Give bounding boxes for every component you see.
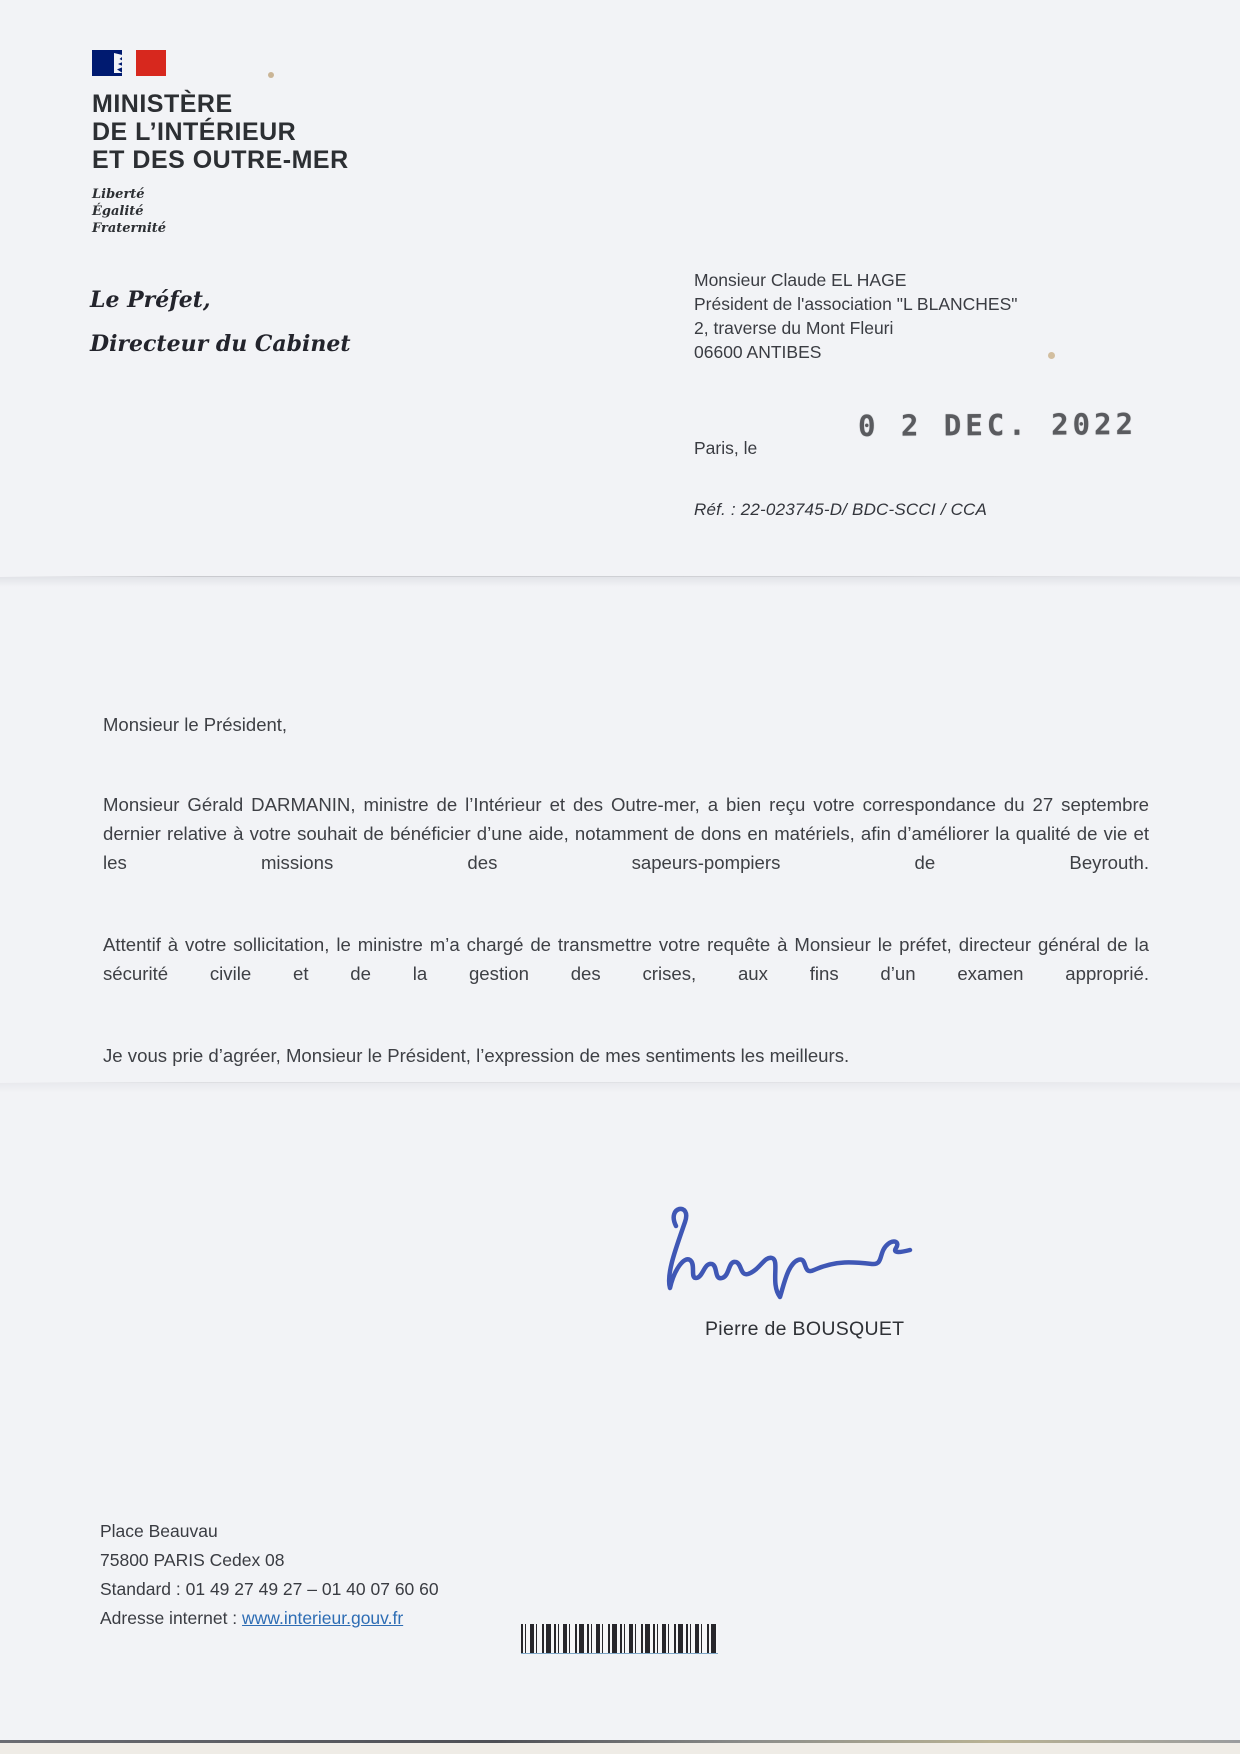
handwritten-signature: [640, 1200, 930, 1300]
ministry-line-1: MINISTÈRE: [92, 90, 233, 118]
sender-title-line2: Directeur du Cabinet: [90, 331, 351, 357]
ministry-name: [92, 90, 349, 174]
footer-address-line2: 75800 PARIS Cedex 08: [100, 1550, 285, 1570]
salutation: Monsieur le Président,: [103, 714, 288, 735]
recipient-address: [694, 268, 1017, 364]
place-and-date-line: Paris, le: [694, 438, 758, 458]
signatory-name: Pierre de BOUSQUET: [705, 1318, 905, 1340]
recipient-role: Président de l'association "L BLANCHES": [694, 294, 1018, 314]
footer-internet-label: Adresse internet :: [100, 1608, 243, 1628]
ministry-website-link[interactable]: www.interieur.gouv.fr: [242, 1608, 404, 1628]
ministry-letterhead: [92, 50, 349, 237]
footer-phone-line: Standard : 01 49 27 49 27 – 01 40 07 60 60: [100, 1579, 439, 1599]
republic-motto: Liberté Égalité Fraternité: [92, 187, 167, 236]
ministry-line-2: DE L’INTÉRIEUR: [92, 118, 297, 146]
letter-body: [103, 790, 1149, 1123]
barcode: [521, 1624, 718, 1654]
fold-crease-top: [0, 576, 1240, 590]
french-flag-marianne-icon: [92, 50, 166, 76]
footer-internet-line: [100, 1604, 439, 1633]
body-paragraph-1: Monsieur Gérald DARMANIN, ministre de l’Intérieur et des Outre-mer, a bien reçu votre correspondance du 27 septembre dernier relative à votre souhait de bénéficier d’une aide, notamment de dons en matériels, afin d’améliorer la qualité de vie et les missions des sapeurs-pompiers de Beyrouth.: [103, 794, 1149, 873]
sender-title: [90, 278, 351, 366]
footer-contact: [100, 1517, 439, 1633]
reference-number: Réf. : 22-023745-D/ BDC-SCCI / CCA: [694, 500, 988, 519]
recipient-street: 2, traverse du Mont Fleuri: [694, 318, 894, 338]
body-paragraph-3: Je vous prie d’agréer, Monsieur le Président, l’expression de mes sentiments les meilleurs.: [103, 1045, 850, 1066]
paper-speck: [1048, 352, 1055, 359]
scan-page-edge: [0, 1740, 1240, 1754]
recipient-name: Monsieur Claude EL HAGE: [694, 270, 907, 290]
sender-title-line1: Le Préfet,: [90, 287, 211, 313]
recipient-city: 06600 ANTIBES: [694, 342, 822, 362]
signature-block: [640, 1200, 1000, 1341]
body-paragraph-2: Attentif à votre sollicitation, le ministre m’a chargé de transmettre votre requête à Monsieur le préfet, directeur général de la sécurité civile et de la gestion des crises, aux fins d’un examen approprié.: [103, 934, 1149, 984]
footer-address-line1: Place Beauvau: [100, 1521, 218, 1541]
ministry-line-3: ET DES OUTRE-MER: [92, 146, 349, 174]
date-stamp: 0 2 DEC. 2022: [857, 407, 1138, 443]
